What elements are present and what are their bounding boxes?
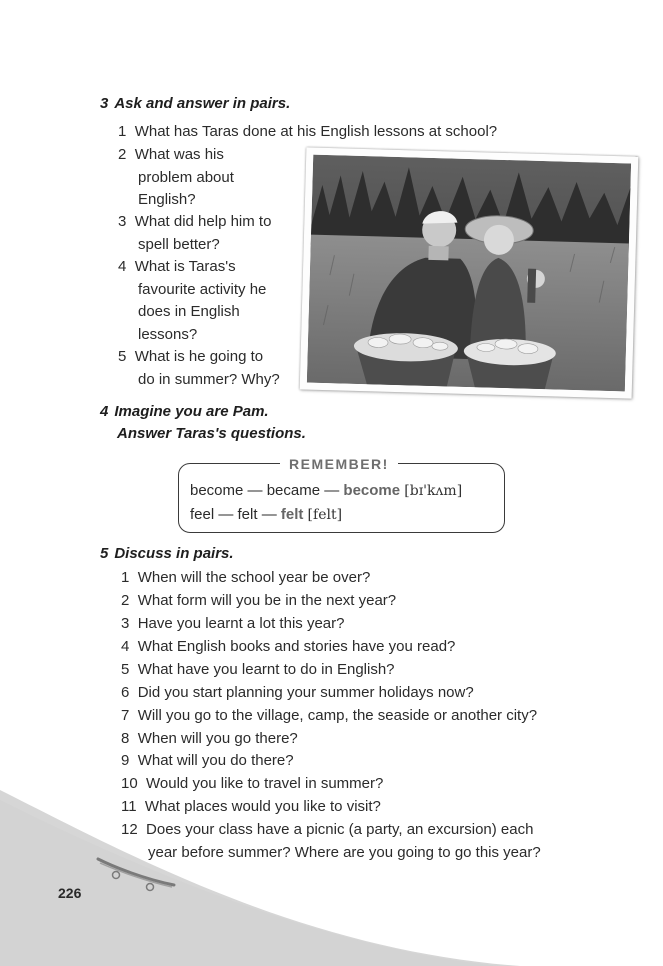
question-item	[121, 819, 541, 864]
skateboard-icon	[94, 853, 178, 893]
remember-forms: feel — felt —	[190, 506, 281, 523]
question-text: What was his	[134, 146, 224, 163]
question-item	[118, 256, 266, 346]
question-number: 2	[121, 592, 130, 609]
question-text: favourite activity he	[138, 280, 267, 298]
exercise-instruction: Imagine you are Pam.	[114, 403, 269, 420]
question-text: What is Taras's	[134, 258, 236, 275]
question-text: Did you start planning your summer holidays now?	[137, 684, 474, 701]
question-number: 1	[121, 569, 130, 586]
page-number: 226	[58, 885, 82, 901]
question-number: 11	[121, 798, 137, 815]
photo-mushroom-pickers	[300, 147, 639, 398]
question-number: 10	[121, 775, 138, 792]
question-item	[121, 796, 381, 819]
remember-line	[190, 480, 462, 502]
question-item	[121, 590, 396, 613]
remember-transcription: [bɪ'kʌm]	[404, 483, 463, 499]
question-item	[121, 636, 455, 659]
question-text: English?	[138, 191, 196, 208]
question-item	[118, 121, 497, 144]
question-number: 8	[121, 730, 130, 747]
question-text: What has Taras done at his English lessons at school?	[134, 123, 498, 140]
question-item	[121, 613, 344, 636]
question-item	[118, 211, 271, 256]
question-text: What have you learnt to do in English?	[137, 661, 395, 678]
question-item	[121, 750, 294, 773]
question-number: 5	[118, 348, 127, 365]
exercise-instruction: Answer Taras's questions.	[117, 425, 306, 442]
question-item	[121, 682, 474, 705]
question-item	[121, 728, 298, 751]
question-number: 6	[121, 684, 130, 701]
exercise-instruction: Ask and answer in pairs.	[114, 95, 291, 112]
question-text: What will you do there?	[137, 752, 294, 769]
question-text: What is he going to	[134, 348, 264, 365]
question-item	[121, 567, 370, 590]
question-text: Will you go to the village, camp, the seaside or another city?	[137, 707, 538, 724]
exercise-number: 3	[100, 95, 109, 112]
photo-illustration	[307, 155, 631, 392]
question-text: Would you like to travel in summer?	[146, 775, 384, 792]
question-number: 4	[121, 638, 130, 655]
question-number: 9	[121, 752, 130, 769]
exercise-5-title	[100, 543, 234, 565]
question-item	[118, 144, 234, 212]
question-text: spell better?	[138, 235, 220, 253]
exercise-number: 5	[100, 545, 109, 562]
question-number: 1	[118, 123, 127, 140]
question-text: What did help him to	[134, 213, 272, 230]
question-number: 4	[118, 258, 127, 275]
question-text: do in summer? Why?	[138, 370, 280, 388]
exercise-number: 4	[100, 403, 109, 420]
question-text: What English books and stories have you read?	[137, 638, 456, 655]
question-number: 3	[118, 213, 127, 230]
question-number: 5	[121, 661, 130, 678]
question-text: When will you go there?	[137, 730, 298, 747]
question-text: does in English	[138, 303, 240, 320]
question-text: What form will you be in the next year?	[137, 592, 397, 609]
exercise-4-title	[100, 401, 306, 445]
exercise-3-title	[100, 93, 290, 115]
remember-transcription: [felt]	[307, 507, 343, 523]
question-number: 2	[118, 146, 127, 163]
remember-bold-form: felt	[280, 506, 304, 523]
question-item	[121, 773, 383, 796]
question-text: What places would you like to visit?	[144, 798, 381, 815]
question-text: problem about	[138, 168, 234, 186]
question-number: 7	[121, 707, 130, 724]
question-number: 12	[121, 821, 138, 838]
question-item	[118, 346, 280, 391]
exercise-instruction: Discuss in pairs.	[114, 545, 234, 562]
remember-bold-form: become	[343, 482, 401, 499]
question-text: Does your class have a picnic (a party, an excursion) each	[146, 821, 534, 838]
question-text: year before summer? Where are you going to go this year?	[148, 843, 541, 861]
remember-line	[190, 504, 342, 526]
question-text: Have you learnt a lot this year?	[137, 615, 345, 632]
remember-title: REMEMBER!	[280, 454, 398, 474]
question-text: lessons?	[138, 325, 198, 343]
remember-forms: become — became —	[190, 482, 344, 499]
question-number: 3	[121, 615, 130, 632]
question-text: When will the school year be over?	[137, 569, 371, 586]
question-item	[121, 705, 537, 728]
question-item	[121, 659, 395, 682]
